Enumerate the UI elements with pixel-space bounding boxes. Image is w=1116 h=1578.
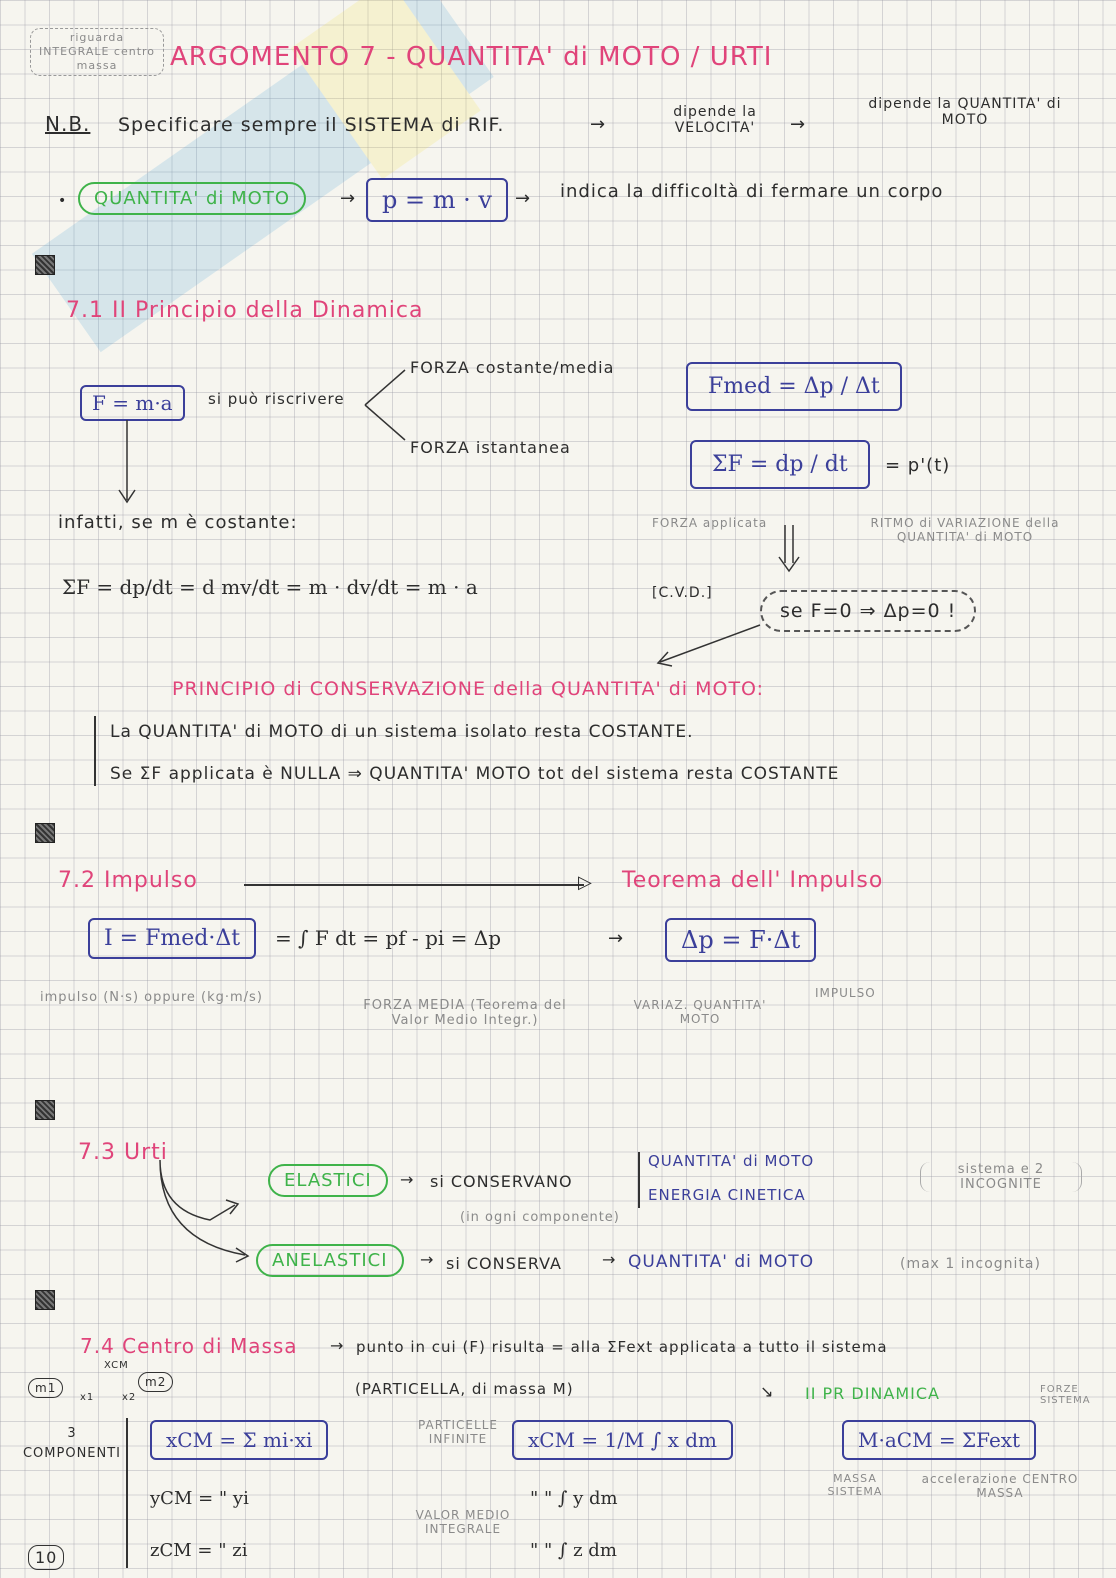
conserva-arrow: → [602, 1250, 616, 1269]
momentum-arrow2: → [515, 188, 531, 209]
impulse-integral: = ∫ F dt = pf - pi = Δp [275, 926, 502, 950]
anelastici-label: ANELASTICI [256, 1244, 404, 1277]
cm-definition: punto in cui (F) risulta = alla ΣFext applicata a tutto il sistema [356, 1338, 888, 1356]
section-heading-7-3: 7.3 Urti [78, 1140, 168, 1165]
principle-bullet-1: La QUANTITA' di MOTO di un sistema isolato resta COSTANTE. [110, 722, 694, 742]
f-equals-ma: F = m·a [80, 385, 185, 421]
section-marker [35, 1290, 55, 1310]
section-marker [35, 255, 55, 275]
ec-item: ENERGIA CINETICA [648, 1186, 806, 1204]
diag-arrow [650, 620, 770, 670]
momentum-formula: p = m · v [366, 178, 508, 222]
infatti-text: infatti, se m è costante: [58, 512, 298, 533]
componenti-bar [126, 1418, 128, 1568]
nb-arrow2: → [790, 114, 807, 135]
section-marker [35, 823, 55, 843]
dinamica-label: II PR DINAMICA [805, 1384, 940, 1403]
qm2-item: QUANTITA' di MOTO [628, 1252, 815, 1272]
page-title: ARGOMENTO 7 - QUANTITA' di MOTO / URTI [170, 42, 773, 72]
section-heading-7-2: 7.2 Impulso [58, 868, 198, 893]
principle-title: PRINCIPIO di CONSERVAZIONE della QUANTITA' di MOTO: [172, 678, 765, 700]
pprime-text: = p'(t) [885, 455, 951, 476]
z-integral: " " ∫ z dm [530, 1540, 617, 1561]
impulse-formula: I = Fmed·Δt [88, 918, 256, 959]
forza-istantanea: FORZA istantanea [410, 438, 571, 457]
urti-branches [150, 1160, 270, 1270]
cm-arrow: → [330, 1336, 344, 1355]
forze-note: FORZE SISTEMA [1040, 1384, 1091, 1406]
qm-item: QUANTITA' di MOTO [648, 1152, 815, 1170]
zcm-formula: zCM = " zi [150, 1540, 248, 1561]
derivation-formula: ΣF = dp/dt = d mv/dt = m · dv/dt = m · a [62, 575, 478, 599]
nb-text: Specificare sempre il SISTEMA di RIF. [118, 114, 505, 136]
xcm-integral: xCM = 1/M ∫ x dm [512, 1420, 733, 1460]
section-marker [35, 1100, 55, 1120]
max-note: (max 1 incognita) [900, 1256, 1041, 1272]
ycm-formula: yCM = " yi [150, 1488, 249, 1509]
impulso-units: impulso (N·s) oppure (kg·m/s) [40, 990, 263, 1005]
down-arrow [115, 420, 145, 510]
ritmo-note: RITMO di VARIAZIONE della QUANTITA' di MOTO [870, 516, 1060, 544]
cvd-text: [C.V.D.] [652, 585, 713, 601]
variaz-note: VARIAZ. QUANTITA' MOTO [633, 998, 767, 1026]
conservano-bar [638, 1152, 640, 1208]
forza-media-note: FORZA MEDIA (Teorema del Valor Medio Integr.) [363, 998, 567, 1028]
momentum-note: indica la difficoltà di fermare un corpo [560, 181, 944, 202]
bullet-bar [94, 716, 96, 786]
nb-dep1: dipende la VELOCITA' [673, 104, 757, 136]
theorem-arrow [244, 884, 584, 886]
particelle-note: PARTICELLE INFINITE [418, 1418, 498, 1446]
nb-arrow: → [590, 114, 607, 135]
particella-text: (PARTICELLA, di massa M) [355, 1380, 574, 1398]
fmed-formula: Fmed = Δp / Δt [686, 362, 902, 411]
page-number: 10 [28, 1545, 64, 1570]
conserva-text: si CONSERVA [446, 1254, 562, 1273]
theorem-title: Teorema dell' Impulso [622, 868, 884, 893]
conservano-text: si CONSERVANO [430, 1172, 573, 1191]
mac-formula: M·aCM = ΣFext [842, 1420, 1036, 1460]
nb-dep2: dipende la QUANTITA' di MOTO [868, 96, 1062, 128]
nb-label: N.B. [45, 112, 91, 136]
mass-m1: m1 [28, 1378, 63, 1398]
section-heading-7-1: 7.1 II Principio della Dinamica [66, 298, 424, 323]
principle-bullet-2: Se ΣF applicata è NULLA ⇒ QUANTITA' MOTO tot del sistema resta COSTANTE [110, 764, 840, 784]
impulso-note: IMPULSO [815, 986, 876, 1000]
xcm-small: XCM [104, 1360, 129, 1371]
y-integral: " " ∫ y dm [530, 1488, 618, 1509]
section-heading-7-4: 7.4 Centro di Massa [80, 1334, 298, 1358]
sumf-formula: ΣF = dp / dt [690, 440, 870, 489]
corner-note: riguarda INTEGRALE centro massa [30, 28, 164, 76]
forza-applicata-note: FORZA applicata [652, 516, 768, 530]
dinamica-arrow: ↘ [760, 1382, 774, 1401]
sistema-note: sistema e 2 INCOGNITE [920, 1162, 1082, 1192]
forza-costante: FORZA costante/media [410, 358, 615, 377]
componenti-label: 3 COMPONENTI [22, 1426, 122, 1461]
double-arrow [775, 525, 805, 575]
xcm-formula: xCM = Σ mi·xi [150, 1420, 328, 1460]
momentum-arrow: → [340, 188, 356, 209]
theorem-arrow-head: ▷ [578, 872, 592, 893]
x1-label: x1 [80, 1392, 95, 1403]
mass-m2: m2 [138, 1372, 173, 1392]
elastici-label: ELASTICI [268, 1164, 388, 1197]
massa-note: MASSA SISTEMA [827, 1472, 883, 1498]
bullet-dot: • [58, 193, 67, 209]
elastici-arrow: → [400, 1170, 414, 1189]
valor-note: VALOR MEDIO INTEGRALE [415, 1508, 511, 1536]
ogni-componente: (in ogni componente) [460, 1210, 620, 1225]
anelastici-arrow: → [420, 1250, 434, 1269]
rewrite-text: si può riscrivere [208, 390, 345, 408]
accel-note: accelerazione CENTRO MASSA [921, 1472, 1079, 1500]
x2-label: x2 [122, 1392, 137, 1403]
cloud-note: se F=0 ⇒ Δp=0 ! [760, 590, 976, 632]
delta-p-formula: Δp = F·Δt [665, 918, 816, 962]
impulse-arrow: → [608, 928, 624, 949]
momentum-label: QUANTITA' di MOTO [78, 182, 306, 215]
